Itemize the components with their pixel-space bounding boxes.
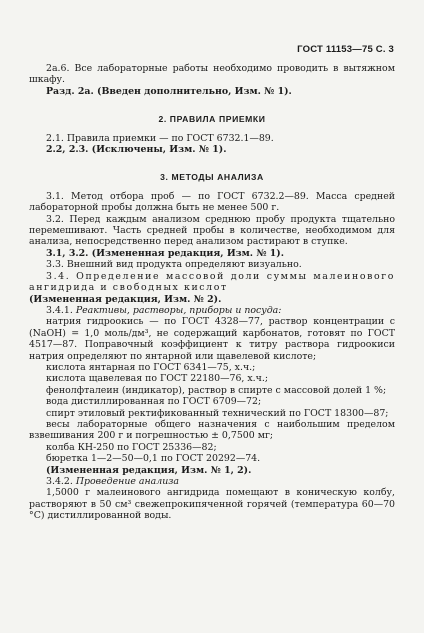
reagent-sodium-hydroxide: натрия гидроокись — по ГОСТ 4328—77, раствор концентрации с (NaOH) = 1,0 моль/дм³, не содержащий карбонатов, готовят по ГОСТ 4517—87. Поправочный коэффициент к титру раствора гидроокиси натрия определяют по янтарной или щавелевой кислоте;: [29, 316, 395, 362]
amendment-note-3-4: (Измененная редакция, Изм. № 2).: [29, 293, 222, 305]
page-header: ГОСТ 11153—75 С. 3: [297, 44, 394, 55]
reagent-phenolphthalein: фенолфталеин (индикатор), раствор в спирте с массовой долей 1 %;: [46, 384, 387, 396]
paragraph-2-1: 2.1. Правила приемки — по ГОСТ 6732.1—89.: [46, 132, 274, 144]
amendment-note-3-4-1: (Измененная редакция, Изм. № 1, 2).: [46, 464, 252, 476]
reagent-distilled-water: вода дистиллированная по ГОСТ 6709—72;: [46, 396, 262, 408]
reagent-oxalic-acid: кислота щавелевая по ГОСТ 22180—76, х.ч.;: [46, 373, 268, 385]
paragraph-3-4-2-number: 3.4.2.: [46, 476, 76, 487]
equipment-flask: колба КН-250 по ГОСТ 25336—82;: [46, 441, 217, 453]
reagent-succinic-acid: кислота янтарная по ГОСТ 6341—75, х.ч.;: [46, 361, 256, 373]
paragraph-2a6: 2а.6. Все лабораторные работы необходимо проводить в вытяжном шкафу.: [29, 63, 395, 86]
equipment-burette: бюретка 1—2—50—0,1 по ГОСТ 20292—74.: [46, 453, 261, 465]
paragraph-3-2: 3.2. Перед каждым анализом среднюю пробу продукта тщательно перемешивают. Часть средней пробы в количестве, необходимом для анализа, непосредственно перед анализом растирают в ступке.: [29, 213, 395, 248]
paragraph-3-3: 3.3. Внешний вид продукта определяют визуально.: [46, 259, 302, 271]
paragraph-3-4-1: [29, 305, 395, 316]
amendment-note-3-1-3-2: 3.1, 3.2. (Измененная редакция, Изм. № 1).: [46, 247, 285, 259]
paragraph-3-4-1-title: Реактивы, растворы, приборы и посуда:: [75, 304, 282, 316]
paragraph-3-4-2: [29, 476, 395, 487]
paragraph-3-4-title: 3.4. Определение массовой доли суммы малеинового ангидрида и свободных кислот: [29, 270, 395, 294]
document-body: [29, 63, 395, 522]
paragraph-analysis-procedure: 1,5000 г малеинового ангидрида помещают в коническую колбу, растворяют в 50 см³ свежепрокипяченной горячей (температура 60—70 °С) дистиллированной воды.: [29, 487, 395, 522]
paragraph-3-4-2-title: Проведение анализа: [75, 476, 179, 487]
paragraph-3-1: 3.1. Метод отбора проб — по ГОСТ 6732.2—89. Масса средней лабораторной пробы должна быть не менее 500 г.: [29, 190, 395, 214]
equipment-scales: весы лабораторные общего назначения с наибольшим пределом взвешивания 200 г и погрешностью ± 0,7500 мг;: [29, 418, 395, 442]
amendment-note-2a: Разд. 2а. (Введен дополнительно, Изм. № 1).: [46, 85, 292, 97]
paragraph-2-2-2-3: 2.2, 2.3. (Исключены, Изм. № 1).: [46, 144, 227, 156]
section-heading-2: 2. ПРАВИЛА ПРИЕМКИ: [158, 114, 266, 125]
section-heading-3: 3. МЕТОДЫ АНАЛИЗА: [160, 172, 264, 183]
paragraph-3-4-1-number: 3.4.1.: [46, 304, 76, 316]
reagent-ethyl-alcohol: спирт этиловый ректификованный технический по ГОСТ 18300—87;: [46, 407, 389, 419]
